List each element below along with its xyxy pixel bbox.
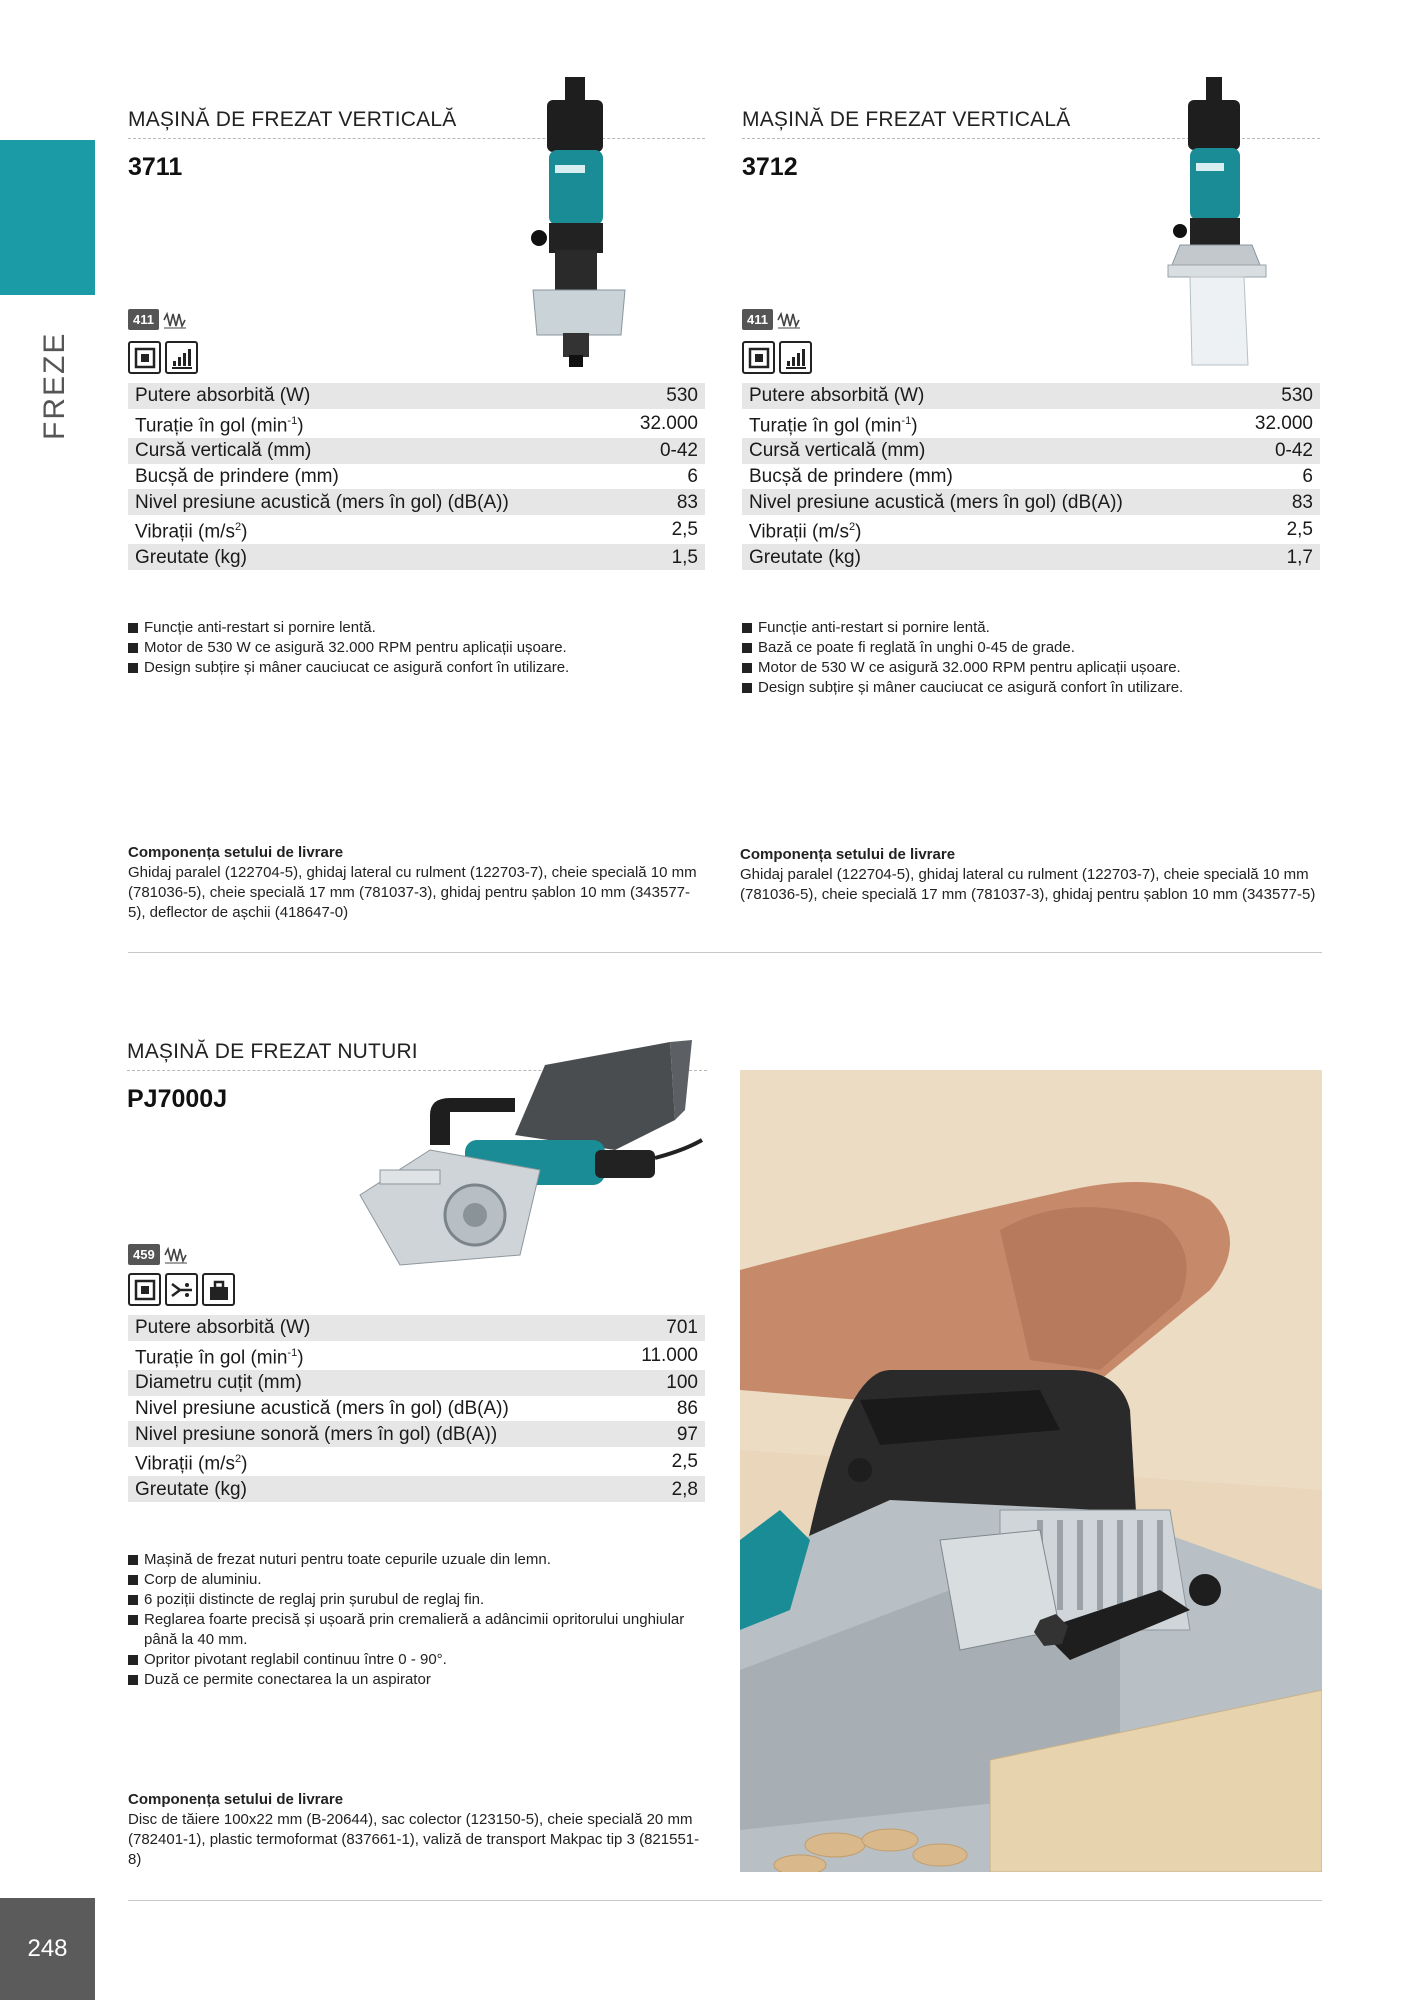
- spec-label: Nivel presiune acustică (mers în gol) (dB(A)): [128, 489, 615, 515]
- features-list-pj7000j: [128, 1550, 705, 1690]
- router-3711-image: [525, 75, 635, 370]
- table-row: [128, 1341, 705, 1370]
- table-row: [128, 1447, 705, 1476]
- section-divider: [128, 952, 1322, 953]
- section-label: FREZE: [38, 331, 71, 440]
- table-row: [128, 1315, 705, 1341]
- feature-icons: [128, 1273, 235, 1306]
- list-item: Reglarea foarte precisă și ușoară prin cremalieră a adâncimii opritorului unghiular până la 40 mm.: [128, 1610, 705, 1650]
- table-row: [128, 1476, 705, 1502]
- list-item: Motor de 530 W ce asigură 32.000 RPM pentru aplicații ușoare.: [742, 658, 1320, 678]
- section-color-tab: [0, 140, 95, 295]
- delivery-title: Componența setului de livrare: [128, 1791, 344, 1808]
- table-row: [128, 489, 705, 515]
- spec-label: Turație în gol $(\min^{-1})$: [135, 414, 304, 437]
- spec-value: 1,5: [615, 544, 706, 570]
- dust-extraction-icon: [165, 1273, 198, 1306]
- soft-start-icon: [165, 341, 198, 374]
- anti-restart-icon: [128, 341, 161, 374]
- spec-value: 0-42: [1229, 438, 1320, 464]
- spec-value: 86: [676, 1398, 698, 1420]
- delivery-set-3712: [740, 845, 1320, 905]
- delivery-set-pj7000j: [128, 1790, 705, 1870]
- list-item: Motor de 530 W ce asigură 32.000 RPM pentru aplicații ușoare.: [128, 638, 705, 658]
- table-row: [128, 383, 705, 409]
- spec-label: Turație în gol $(\min^{-1})$: [749, 414, 918, 437]
- spec-value: 0-42: [615, 438, 706, 464]
- spec-label: Vibrații $(m/s^2)$: [135, 1453, 248, 1475]
- list-item: Mașină de frezat nuturi pentru toate cepurile uzuale din lemn.: [128, 1550, 705, 1570]
- spec-value: 11.000: [641, 1344, 698, 1366]
- spec-label: Cursă verticală (mm): [128, 438, 615, 464]
- list-item: Bază ce poate fi reglată în unghi 0-45 de grade.: [742, 638, 1320, 658]
- spec-badge-row: [128, 1244, 188, 1265]
- delivery-title: Componența setului de livrare: [128, 844, 344, 861]
- spec-label: Greutate (kg): [128, 544, 615, 570]
- vibration-icon: [777, 311, 801, 329]
- spec-label: Nivel presiune acustică (mers în gol) (dB(A)): [135, 1398, 509, 1420]
- specs-table-pj7000j: [128, 1315, 705, 1502]
- spec-label: Diametru cuțit (mm): [128, 1370, 616, 1396]
- product-category: MAȘINĂ DE FREZAT NUTURI: [127, 1040, 707, 1071]
- table-row: [742, 544, 1320, 570]
- spec-label: Bucșă de prindere (mm): [135, 466, 339, 488]
- table-row: [128, 409, 705, 438]
- spec-value: 32.000: [1254, 412, 1313, 434]
- list-item: Duză ce permite conectarea la un aspirator: [128, 1670, 705, 1690]
- product-model: 3712: [742, 153, 798, 181]
- delivery-text: Ghidaj paralel (122704-5), ghidaj lateral cu rulment (122703-7), cheie specială 10 mm (781036-5), cheie specială 17 mm (781037-3), ghidaj pentru șablon 10 mm (343577-5): [740, 866, 1316, 903]
- list-item: Opritor pivotant reglabil continuu între 0 - 90°.: [128, 1650, 705, 1670]
- spec-label: Nivel presiune sonoră (mers în gol) (dB(A)): [128, 1421, 616, 1447]
- spec-label: Cursă verticală (mm): [742, 438, 1229, 464]
- table-row: [128, 1370, 705, 1396]
- spec-value: 2,5: [671, 519, 698, 541]
- table-row: [742, 489, 1320, 515]
- spec-value: 6: [687, 466, 698, 488]
- table-row: [742, 464, 1320, 490]
- delivery-text: Ghidaj paralel (122704-5), ghidaj lateral cu rulment (122703-7), cheie specială 10 mm (781036-5), cheie specială 17 mm (781037-3), ghidaj pentru șablon 10 mm (343577-5), deflector de așchii (418647-0): [128, 864, 697, 921]
- spec-label: Bucșă de prindere (mm): [749, 466, 953, 488]
- spec-label: Vibrații $(m/s^2)$: [749, 521, 862, 543]
- biscuit-joiner-image: [340, 1040, 710, 1270]
- biscuit-joiner-in-use-photo: [740, 1070, 1322, 1872]
- soft-start-icon: [779, 341, 812, 374]
- list-item: 6 poziții distincte de reglaj prin șurubul de reglaj fin.: [128, 1590, 705, 1610]
- vibration-icon: [163, 311, 187, 329]
- table-row: [128, 544, 705, 570]
- catalog-badge: 459: [128, 1244, 160, 1265]
- table-row: [128, 438, 705, 464]
- features-list-3711: [128, 618, 705, 678]
- specs-table-3712: [742, 383, 1320, 570]
- product-model: PJ7000J: [127, 1085, 228, 1113]
- spec-value: 32.000: [639, 412, 698, 434]
- catalog-badge: 411: [128, 309, 159, 330]
- specs-table-3711: [128, 383, 705, 570]
- spec-value: 2,8: [616, 1476, 705, 1502]
- table-row: [128, 1421, 705, 1447]
- spec-badge-row: [742, 309, 801, 330]
- list-item: Corp de aluminiu.: [128, 1570, 705, 1590]
- delivery-title: Componența setului de livrare: [740, 846, 956, 863]
- features-list-3712: [742, 618, 1320, 698]
- feature-icons: [128, 341, 198, 374]
- spec-value: 530: [615, 383, 706, 409]
- table-row: [742, 383, 1320, 409]
- delivery-text: Disc de tăiere 100x22 mm (B-20644), sac colector (123150-5), cheie specială 20 mm (782401-1), plastic termoformat (837661-1), valiză de transport Makpac tip 3 (821551-8): [128, 1811, 700, 1868]
- table-row: [128, 515, 705, 544]
- product-category: MAȘINĂ DE FREZAT VERTICALĂ: [128, 108, 705, 139]
- spec-value: 530: [1229, 383, 1320, 409]
- spec-badge-row: [128, 309, 187, 330]
- footer-divider: [128, 1900, 1322, 1901]
- spec-label: Nivel presiune acustică (mers în gol) (dB(A)): [742, 489, 1229, 515]
- table-row: [742, 515, 1320, 544]
- case-icon: [202, 1273, 235, 1306]
- catalog-badge: 411: [742, 309, 773, 330]
- spec-label: Putere absorbită (W): [742, 383, 1229, 409]
- table-row: [128, 464, 705, 490]
- list-item: Design subțire și mâner cauciucat ce asigură confort în utilizare.: [742, 678, 1320, 698]
- vibration-icon: [164, 1246, 188, 1264]
- spec-value: 701: [616, 1315, 705, 1341]
- product-model: 3711: [128, 153, 183, 181]
- spec-value: 83: [615, 489, 706, 515]
- spec-value: 100: [616, 1370, 705, 1396]
- table-row: [742, 409, 1320, 438]
- spec-label: Putere absorbită (W): [128, 1315, 616, 1341]
- page-number: 248: [0, 1898, 95, 2000]
- spec-value: 83: [1229, 489, 1320, 515]
- spec-label: Vibrații $(m/s^2)$: [135, 521, 248, 543]
- product-category: MAȘINĂ DE FREZAT VERTICALĂ: [742, 108, 1320, 139]
- table-row: [128, 1396, 705, 1422]
- spec-label: Turație în gol $(\min^{-1})$: [135, 1346, 304, 1369]
- spec-label: Putere absorbită (W): [128, 383, 615, 409]
- spec-label: Greutate (kg): [742, 544, 1229, 570]
- spec-value: 2,5: [671, 1451, 698, 1473]
- delivery-set-3711: [128, 843, 705, 923]
- list-item: Funcție anti-restart si pornire lentă.: [128, 618, 705, 638]
- feature-icons: [742, 341, 812, 374]
- spec-value: 1,7: [1229, 544, 1320, 570]
- anti-restart-icon: [742, 341, 775, 374]
- list-item: Funcție anti-restart si pornire lentă.: [742, 618, 1320, 638]
- router-3712-image: [1162, 75, 1272, 370]
- list-item: Design subțire și mâner cauciucat ce asigură confort în utilizare.: [128, 658, 705, 678]
- anti-restart-icon: [128, 1273, 161, 1306]
- table-row: [742, 438, 1320, 464]
- spec-value: 2,5: [1286, 519, 1313, 541]
- spec-value: 6: [1302, 466, 1313, 488]
- spec-label: Greutate (kg): [128, 1476, 616, 1502]
- spec-value: 97: [616, 1421, 705, 1447]
